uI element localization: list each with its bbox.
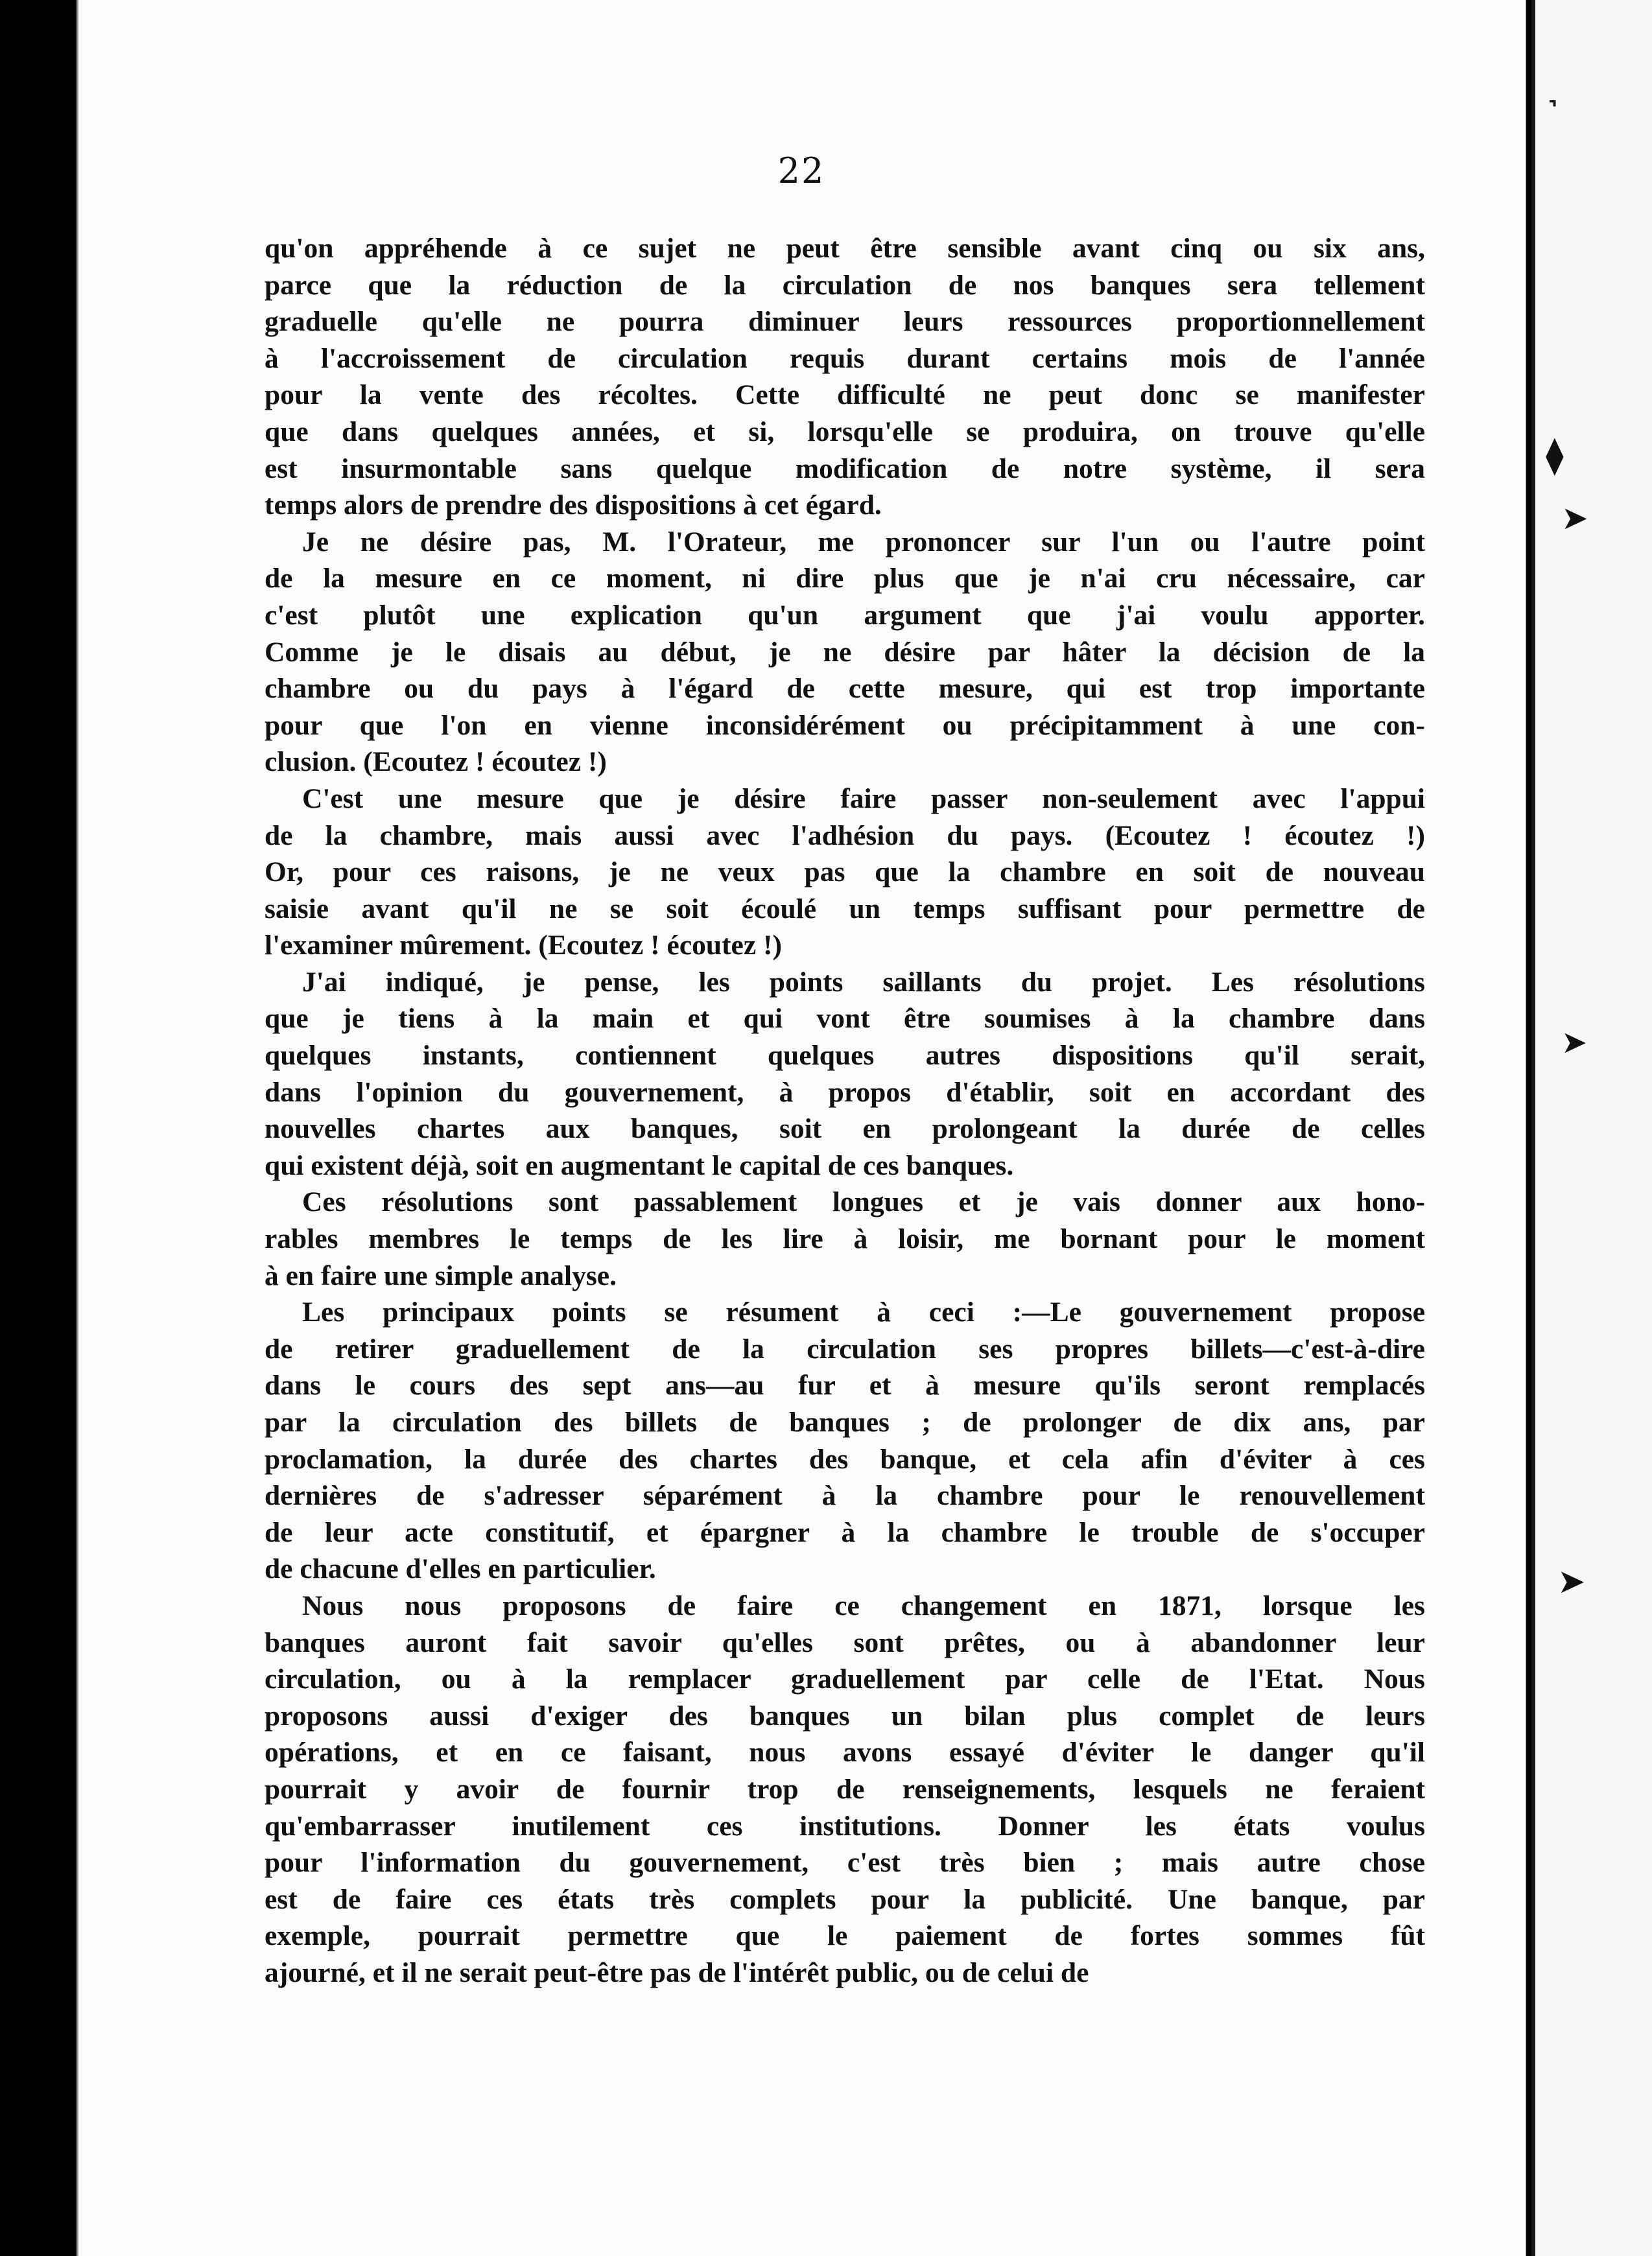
text-line: est de faire ces états très complets pour la publicité. Une banque, par [265,1883,1425,1915]
text-line: qui existent déjà, soit en augmentant le capital de ces banques. [265,1149,1014,1181]
text-line: clusion. (Ecoutez ! écoutez !) [265,746,607,778]
text-line: à en faire une simple analyse. [265,1260,617,1291]
binding-mark-icon: ➤ [1561,1024,1588,1061]
text-line: Ces résolutions sont passablement longues et je vais donner aux hono- [302,1186,1425,1218]
text-line: circulation, ou à la remplacer graduellement par celle de l'Etat. Nous [265,1663,1425,1695]
text-line: ajourné, et il ne serait peut-être pas de l'intérêt public, ou de celui de [265,1956,1089,1988]
text-line: parce que la réduction de la circulation de nos banques sera tellement [265,269,1425,301]
text-line: pourrait y avoir de fournir trop de renseignements, lesquels ne feraient [265,1773,1425,1805]
text-line: Or, pour ces raisons, je ne veux pas que la chambre en soit de nouveau [265,856,1425,888]
text-line: dans l'opinion du gouvernement, à propos d'établir, soit en accordant des [265,1076,1425,1108]
document-page [77,0,1526,2256]
text-line: que dans quelques années, et si, lorsqu'elle se produira, on trouve qu'elle [265,416,1425,447]
text-line: C'est une mesure que je désire faire passer non-seulement avec l'appui [302,782,1425,814]
paragraph [265,524,1425,781]
paragraph [265,964,1425,1184]
text-line: de chacune d'elles en particulier. [265,1553,656,1585]
text-line: pour la vente des récoltes. Cette difficulté ne peut donc se manifester [265,379,1425,411]
text-line: temps alors de prendre des dispositions à cet égard. [265,489,882,521]
text-line: de la chambre, mais aussi avec l'adhésion du pays. (Ecoutez ! écoutez !) [265,819,1425,851]
text-line: qu'on appréhende à ce sujet ne peut être sensible avant cinq ou six ans, [265,233,1425,264]
text-line: quelques instants, contiennent quelques autres dispositions qu'il serait, [265,1040,1425,1072]
binding-mark-icon: ⌝ [1548,97,1558,120]
paragraph [265,1588,1425,1992]
text-line: de leur acte constitutif, et épargner à la chambre le trouble de s'occuper [265,1516,1425,1548]
text-line: est insurmontable sans quelque modification de notre système, il sera [265,452,1425,484]
text-line: exemple, pourrait permettre que le paiement de fortes sommes fût [265,1920,1425,1952]
page-number: 22 [777,150,825,191]
text-line: dans le cours des sept ans—au fur et à mesure qu'ils seront remplacés [265,1370,1425,1402]
paragraph [265,1294,1425,1588]
text-line: opérations, et en ce faisant, nous avons essayé d'éviter le danger qu'il [265,1737,1425,1768]
text-line: qu'embarrasser inutilement ces institutions. Donner les états voulus [265,1810,1425,1842]
text-line: pour l'information du gouvernement, c'est très bien ; mais autre chose [265,1847,1425,1879]
text-line: rables membres le temps de les lire à loisir, me bornant pour le moment [265,1223,1425,1255]
binding-mark-icon: ⧫ [1546,434,1564,476]
binding-mark-icon: ➤ [1561,499,1588,537]
text-line: dernières de s'adresser séparément à la chambre pour le renouvellement [265,1480,1425,1512]
text-line: de la mesure en ce moment, ni dire plus que je n'ai cru nécessaire, car [265,563,1425,594]
text-line: chambre ou du pays à l'égard de cette mesure, qui est trop importante [265,673,1425,705]
paragraph [265,230,1425,524]
binding-mark-icon: ➤ [1557,1562,1586,1601]
text-line: c'est plutôt une explication qu'un argument que j'ai voulu apporter. [265,599,1425,631]
text-line: de retirer graduellement de la circulation ses propres billets—c'est-à-dire [265,1333,1425,1365]
paragraph [265,1184,1425,1294]
text-line: pour que l'on en vienne inconsidérément ou précipitamment à une con- [265,709,1425,741]
adjacent-page-edge [1531,0,1652,2256]
text-line: saisie avant qu'il ne se soit écoulé un temps suffisant pour permettre de [265,893,1425,924]
text-line: Les principaux points se résument à ceci :—Le gouvernement propose [302,1297,1425,1328]
text-line: Comme je le disais au début, je ne désire par hâter la décision de la [265,636,1425,668]
text-line: proposons aussi d'exiger des banques un bilan plus complet de leurs [265,1700,1425,1732]
text-line: proclamation, la durée des chartes des banque, et cela afin d'éviter à ces [265,1443,1425,1475]
text-line: à l'accroissement de circulation requis durant certains mois de l'année [265,342,1425,374]
body-text [265,230,1425,1992]
text-line: Nous nous proposons de faire ce changement en 1871, lorsque les [302,1590,1425,1621]
text-line: graduelle qu'elle ne pourra diminuer leurs ressources proportionnellement [265,306,1425,338]
text-line: que je tiens à la main et qui vont être soumises à la chambre dans [265,1003,1425,1035]
text-line: Je ne désire pas, M. l'Orateur, me prononcer sur l'un ou l'autre point [302,526,1425,558]
paragraph [265,781,1425,964]
text-line: nouvelles chartes aux banques, soit en prolongeant la durée de celles [265,1113,1425,1145]
text-line: J'ai indiqué, je pense, les points saillants du projet. Les résolutions [302,966,1425,998]
text-line: banques auront fait savoir qu'elles sont prêtes, ou à abandonner leur [265,1627,1425,1658]
text-line: par la circulation des billets de banques ; de prolonger de dix ans, par [265,1407,1425,1438]
text-line: l'examiner mûrement. (Ecoutez ! écoutez !) [265,930,783,961]
